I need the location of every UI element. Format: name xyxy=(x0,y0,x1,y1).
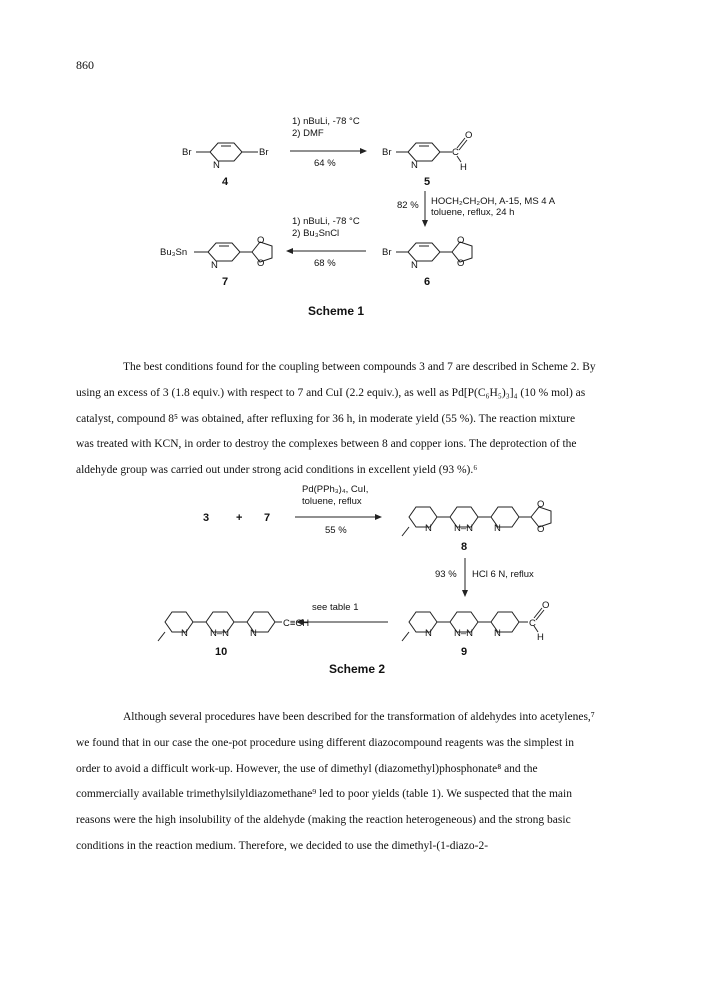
reaction-arrow-4 xyxy=(295,484,382,536)
compound-4-structure xyxy=(182,143,269,188)
paragraph-1 xyxy=(76,355,648,484)
reaction-arrow-6 xyxy=(296,602,388,625)
reaction-arrow-5 xyxy=(435,558,534,597)
atom-n-label: N xyxy=(425,628,432,639)
atom-o-label: O xyxy=(457,258,465,269)
atom-h-label: H xyxy=(537,632,544,643)
atom-o-label: O xyxy=(257,258,265,269)
reaction-arrow-1 xyxy=(290,116,367,169)
atom-br-label: Br xyxy=(182,147,192,158)
atom-n-label: N xyxy=(411,160,418,171)
s2-step1-yield: 55 % xyxy=(325,525,347,536)
compound-10-label: 10 xyxy=(215,646,228,658)
atom-o-label: O xyxy=(537,499,545,510)
paragraph-line: commercially available trimethylsilyldiazomethane⁹ led to poor yields (table 1). We suspected that the main xyxy=(76,788,572,801)
step2-condition-1: HOCH₂CH₂OH, A-15, MS 4 A xyxy=(431,196,556,207)
reaction-arrow-3 xyxy=(286,216,366,269)
compound-5-label: 5 xyxy=(424,176,431,188)
step2-condition-2: toluene, reflux, 24 h xyxy=(431,207,515,218)
scheme-2-figure xyxy=(0,478,720,668)
atom-nn-label: N–N xyxy=(210,628,230,639)
paragraph-line: aldehyde group was carried out under strong acid conditions in excellent yield (93 %).⁶ xyxy=(76,464,478,477)
compound-7-label: 7 xyxy=(222,276,229,288)
atom-h-label: H xyxy=(460,162,467,173)
step3-condition-1: 1) nBuLi, -78 °C xyxy=(292,216,360,227)
atom-o-label: O xyxy=(465,130,473,141)
s2-step2-condition: HCl 6 N, reflux xyxy=(472,569,534,580)
atom-alkyne-label: C≡CH xyxy=(283,618,310,629)
atom-nn-label: N–N xyxy=(454,523,474,534)
reaction-arrow-2 xyxy=(397,191,556,227)
compound-6-structure xyxy=(382,235,472,288)
compound-5-structure xyxy=(382,130,472,188)
atom-bu3sn-label: Bu₃Sn xyxy=(160,247,188,258)
atom-n-label: N xyxy=(181,628,188,639)
paragraph-line: catalyst, compound 8⁵ was obtained, after refluxing for 36 h, in moderate yield (55 %). The reaction mixture xyxy=(76,412,576,425)
step2-yield: 82 % xyxy=(397,200,419,211)
atom-o-label: O xyxy=(457,235,465,246)
step3-yield: 68 % xyxy=(314,258,336,269)
compound-9-structure xyxy=(402,600,549,658)
compound-8-label: 8 xyxy=(461,541,468,553)
atom-n-label: N xyxy=(411,260,418,271)
atom-n-label: N xyxy=(494,628,501,639)
compound-9-label: 9 xyxy=(461,646,468,658)
scheme-2-caption: Scheme 2 xyxy=(328,662,386,676)
paragraph-line: The best conditions found for the coupling between compounds 3 and 7 are described in Scheme 2. By xyxy=(123,361,596,373)
compound-8-structure xyxy=(402,499,551,553)
atom-nn-label: N–N xyxy=(454,628,474,639)
page-number: 860 xyxy=(76,58,94,72)
atom-n-label: N xyxy=(250,628,257,639)
atom-n-label: N xyxy=(213,160,220,171)
compound-10-structure xyxy=(158,612,309,658)
paragraph-line: conditions in the reaction medium. Therefore, we decided to use the dimethyl-(1-diazo-2- xyxy=(76,839,489,852)
step1-yield: 64 % xyxy=(314,158,336,169)
s2-step3-condition: see table 1 xyxy=(312,602,359,613)
paragraph-2 xyxy=(76,705,648,860)
reactant-3-label: 3 xyxy=(203,512,210,524)
compound-4-label: 4 xyxy=(222,176,229,188)
plus-sign: + xyxy=(236,512,243,524)
s2-step2-yield: 93 % xyxy=(435,569,457,580)
atom-o-label: O xyxy=(542,600,550,611)
reactant-7-label: 7 xyxy=(264,512,271,524)
atom-n-label: N xyxy=(211,260,218,271)
paragraph-line: Although several procedures have been described for the transformation of aldehydes into acetylenes,⁷ xyxy=(123,711,595,723)
atom-n-label: N xyxy=(494,523,501,534)
atom-c-label: C xyxy=(452,147,459,158)
s2-step1-condition-2: toluene, reflux xyxy=(302,496,362,507)
s2-step1-condition-1: Pd(PPh₃)₄, CuI, xyxy=(302,484,369,495)
atom-c-label: C xyxy=(529,618,536,629)
paragraph-line: was treated with KCN, in order to destroy the complexes between 8 and copper ions. The deprotection of the xyxy=(76,438,577,451)
atom-n-label: N xyxy=(425,523,432,534)
paragraph-line: order to avoid a difficult work-up. However, the use of dimethyl (diazomethyl)phosphonate⁸ and the xyxy=(76,762,538,775)
step1-condition-1: 1) nBuLi, -78 °C xyxy=(292,116,360,127)
compound-6-label: 6 xyxy=(424,276,431,288)
paragraph-line: using an excess of 3 (1.8 equiv.) with respect to 7 and CuI (2.2 equiv.), as well as Pd[P(C₆H₅)₃]₄ (10 % mol) as xyxy=(76,386,586,399)
atom-br-label: Br xyxy=(382,147,392,158)
step3-condition-2: 2) Bu₃SnCl xyxy=(292,228,340,239)
scheme-1-caption: Scheme 1 xyxy=(307,304,365,318)
step1-condition-2: 2) DMF xyxy=(292,128,324,139)
atom-o-label: O xyxy=(257,235,265,246)
reactants xyxy=(203,512,270,524)
paragraph-line: we found that in our case the one-pot procedure using different diazocompound reagents was the simplest in xyxy=(76,736,574,749)
atom-br-label: Br xyxy=(259,147,269,158)
compound-7-structure xyxy=(160,235,272,288)
atom-br-label: Br xyxy=(382,247,392,258)
atom-o-label: O xyxy=(537,524,545,535)
paragraph-line: reasons were the high insolubility of the aldehyde (making the reaction heterogeneous) and the strong basic xyxy=(76,814,571,827)
